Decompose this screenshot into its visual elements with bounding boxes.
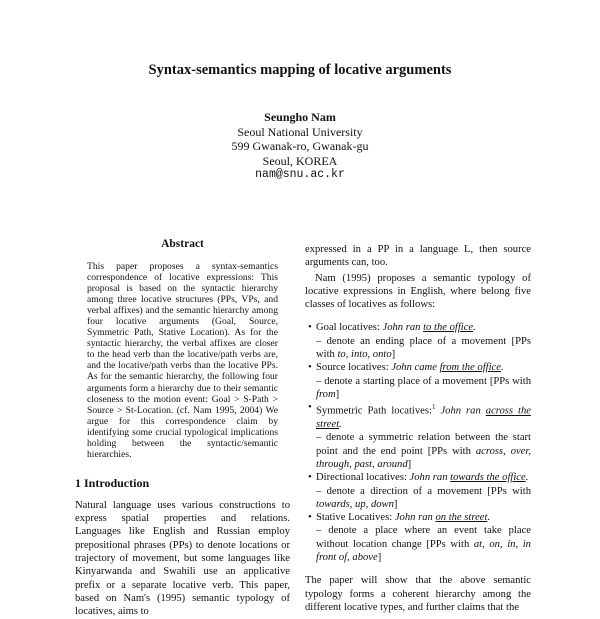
locative-description: – denote a starting place of a movement [PPs with from] (316, 375, 531, 400)
example-sentence: John ran across the street. (316, 405, 531, 431)
example-sentence: John came from the office. (391, 362, 504, 374)
bullet-icon: • (308, 512, 312, 524)
closing-paragraph: The paper will show that the above semantic typology forms a coherent hierarchy among the different locative types, and further claims that the (305, 575, 531, 613)
example-sentence: John ran towards the office. (409, 472, 529, 484)
author-email[interactable]: nam@snu.ac.kr (255, 168, 345, 182)
example-sentence: John ran to the office. (382, 322, 476, 334)
list-item (308, 471, 531, 511)
abstract-text: This paper proposes a syntax-semantics correspondence of locative expressions: This proposal is based on the syntactic hierarchy among three locative structures (PPs, VPs, and verbal affixes) and the semantic hierarchy among four locative arguments (Goal, Source, Symmetric Path, Stative Location). As for the syntactic hierarchy, the verbal affixes are closer to the head verb than the locative/path verbs are, and the locative/path verbs than the locative PPs. As for the semantic hierarchy, the following four arguments form a hierarchy due to their semantic closeness to the motion event: Goal > S-Path > Source > St-Location. (cf. Nam 1995, 2004) We argue for this correspondence claim by identifying some crucial typological implications holding between the syntactic/semantic hierarchies. (87, 261, 278, 460)
intro-text: Natural language uses various constructions to express spatial properties and relations. Languages like English and Russian employ prepositional phrases (PPs) to denote locations or trajectory of movement, but some languages like Kinyarwanda and Swahili use an applicative prefix or a separate locative verb. This paper, based on Nam's (1995) semantic typology of locatives, aims to (75, 499, 290, 618)
author-address-line1: 599 Gwanak-ro, Gwanak-gu (231, 139, 369, 154)
locative-list (305, 321, 531, 564)
typology-intro: Nam (1995) proposes a semantic typology of locative expressions in English, where belong five classes of locatives as follows: (305, 272, 531, 311)
bullet-icon: • (308, 472, 312, 484)
locative-description: – denote a place where an event take place without location change [PPs with at, on, in, in front of, above] (316, 525, 531, 564)
list-item (308, 361, 531, 401)
locative-label: Symmetric Path locatives: (316, 405, 432, 417)
left-column (75, 238, 290, 619)
bullet-icon: • (308, 402, 312, 414)
continued-text: expressed in a PP in a language L, then source arguments can, too. (305, 244, 531, 269)
bullet-icon: • (308, 362, 312, 374)
author-block (0, 110, 600, 183)
abstract-heading: Abstract (161, 238, 204, 250)
locative-label: Stative Locatives: (316, 512, 395, 524)
list-item (308, 511, 531, 564)
bullet-icon: • (308, 322, 312, 334)
locative-label: Directional locatives: (316, 472, 410, 484)
locative-description: – denote an ending place of a movement [PPs with to, into, onto] (316, 335, 531, 361)
example-sentence: John ran on the street. (394, 512, 491, 524)
footnote-marker[interactable]: 1 (431, 403, 436, 412)
author-address-line2: Seoul, KOREA (262, 153, 338, 168)
author-name: Seungho Nam (264, 110, 336, 124)
right-column (305, 243, 531, 614)
intro-heading: 1 Introduction (75, 475, 150, 490)
paper-title: Syntax-semantics mapping of locative arguments (148, 62, 452, 78)
author-affiliation: Seoul National University (237, 124, 363, 139)
locative-description: – denote a symmetric relation between the start point and the end point [PPs with across, over, through, past, around] (316, 432, 531, 470)
locative-label: Goal locatives: (316, 322, 383, 334)
list-item (308, 401, 531, 471)
locative-label: Source locatives: (316, 362, 392, 374)
list-item (308, 321, 531, 361)
locative-description: – denote a direction of a movement [PPs with towards, up, down] (316, 485, 531, 510)
